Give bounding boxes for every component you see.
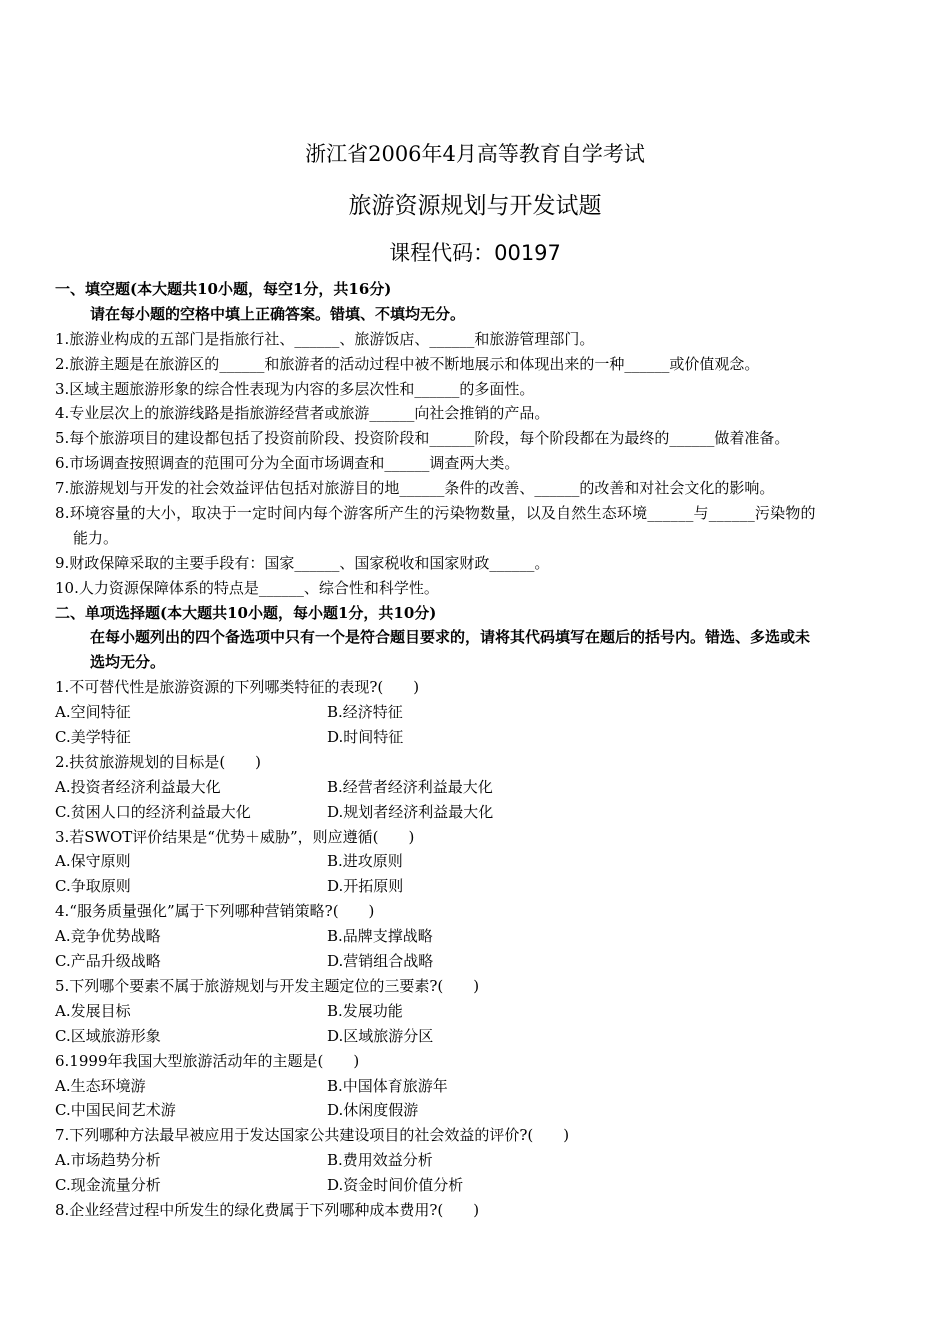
- option-d: D.区域旅游分区: [327, 1026, 434, 1045]
- option-b: B.中国体育旅游年: [327, 1076, 448, 1095]
- option-d: D.营销组合战略: [327, 952, 434, 971]
- option-row: [55, 725, 898, 750]
- section2-instruction-continued: 选均无分。: [90, 653, 166, 672]
- option-row: [55, 874, 898, 899]
- course-code: 课程代码：00197: [389, 241, 561, 265]
- option-a: A.竞争优势战略: [55, 927, 161, 946]
- option-d: D.规划者经济利益最大化: [327, 802, 494, 821]
- option-c: C.贫困人口的经济利益最大化: [55, 802, 251, 821]
- option-b: B.发展功能: [327, 1001, 403, 1020]
- option-row: [55, 924, 898, 949]
- fill-item-1: 1.旅游业构成的五部门是指旅行社、______、旅游饭店、______和旅游管理部门。: [55, 329, 595, 348]
- option-d: D.休闲度假游: [327, 1101, 419, 1120]
- option-a: A.空间特征: [55, 703, 131, 722]
- option-c: C.中国民间艺术游: [55, 1101, 176, 1120]
- fill-item-8: 8.环境容量的大小，取决于一定时间内每个游客所产生的污染物数量，以及自然生态环境______与______污染物的: [55, 504, 816, 523]
- option-c: C.现金流量分析: [55, 1176, 161, 1195]
- option-c: C.区域旅游形象: [55, 1026, 161, 1045]
- fill-item-3: 3.区域主题旅游形象的综合性表现为内容的多层次性和______的多面性。: [55, 379, 535, 398]
- fill-item-2: 2.旅游主题是在旅游区的______和旅游者的活动过程中被不断地展示和体现出来的一种______或价值观念。: [55, 354, 760, 373]
- option-b: B.经济特征: [327, 703, 403, 722]
- question-stem: 7.下列哪种方法最早被应用于发达国家公共建设项目的社会效益的评价?( ): [55, 1126, 570, 1145]
- question-stem: 8.企业经营过程中所发生的绿化费属于下列哪种成本费用?( ): [55, 1200, 480, 1219]
- option-c: C.美学特征: [55, 728, 131, 747]
- option-row: [55, 1173, 898, 1198]
- option-a: A.保守原则: [55, 852, 131, 871]
- paper-title: 旅游资源规划与开发试题: [348, 193, 602, 219]
- option-d: D.开拓原则: [327, 877, 404, 896]
- fill-item-8-continued: 能力。: [73, 528, 119, 547]
- exam-title: 浙江省2006年4月高等教育自学考试: [305, 142, 645, 166]
- option-b: B.进攻原则: [327, 852, 403, 871]
- option-d: D.时间特征: [327, 728, 404, 747]
- option-a: A.发展目标: [55, 1001, 131, 1020]
- option-c: C.争取原则: [55, 877, 131, 896]
- question-stem: 5.下列哪个要素不属于旅游规划与开发主题定位的三要素?( ): [55, 976, 480, 995]
- section2-heading: 二、单项选择题(本大题共10小题，每小题1分，共10分): [55, 603, 437, 622]
- option-a: A.投资者经济利益最大化: [55, 777, 221, 796]
- option-b: B.费用效益分析: [327, 1151, 433, 1170]
- option-row: [55, 700, 898, 725]
- option-row: [55, 849, 898, 874]
- option-row: [55, 775, 898, 800]
- option-row: [55, 999, 898, 1024]
- question-stem: 6.1999年我国大型旅游活动年的主题是( ): [55, 1051, 360, 1070]
- fill-item-4: 4.专业层次上的旅游线路是指旅游经营者或旅游______向社会推销的产品。: [55, 404, 550, 423]
- option-d: D.资金时间价值分析: [327, 1176, 464, 1195]
- option-row: [55, 949, 898, 974]
- exam-body: [55, 277, 898, 1223]
- option-row: [55, 1148, 898, 1173]
- option-row: [55, 1098, 898, 1123]
- fill-item-9: 9.财政保障采取的主要手段有：国家______、国家税收和国家财政______。: [55, 553, 550, 572]
- section2-instruction: 在每小题列出的四个备选项中只有一个是符合题目要求的，请将其代码填写在题后的括号内。错选、多选或未: [90, 628, 811, 647]
- fill-item-5: 5.每个旅游项目的建设都包括了投资前阶段、投资阶段和______阶段，每个阶段都在为最终的______做着准备。: [55, 429, 790, 448]
- question-stem: 3.若SWOT评价结果是“优势＋威胁”，则应遵循( ): [55, 827, 415, 846]
- option-c: C.产品升级战略: [55, 952, 161, 971]
- option-row: [55, 1024, 898, 1049]
- option-b: B.品牌支撑战略: [327, 927, 433, 946]
- option-b: B.经营者经济利益最大化: [327, 777, 493, 796]
- question-stem: 4.“服务质量强化”属于下列哪种营销策略?( ): [55, 902, 375, 921]
- option-a: A.市场趋势分析: [55, 1151, 161, 1170]
- fill-item-7: 7.旅游规划与开发的社会效益评估包括对旅游目的地______条件的改善、______的改善和对社会文化的影响。: [55, 479, 775, 498]
- option-row: [55, 1074, 898, 1099]
- option-row: [55, 800, 898, 825]
- fill-item-6: 6.市场调查按照调查的范围可分为全面市场调查和______调查两大类。: [55, 454, 520, 473]
- option-a: A.生态环境游: [55, 1076, 146, 1095]
- question-stem: 1.不可替代性是旅游资源的下列哪类特征的表现?( ): [55, 678, 420, 697]
- fill-item-10: 10.人力资源保障体系的特点是______、综合性和科学性。: [55, 578, 439, 597]
- section1-heading: 一、填空题(本大题共10小题，每空1分，共16分): [55, 280, 392, 298]
- question-stem: 2.扶贫旅游规划的目标是( ): [55, 752, 262, 771]
- section1-instruction: 请在每小题的空格中填上正确答案。错填、不填均无分。: [90, 304, 466, 323]
